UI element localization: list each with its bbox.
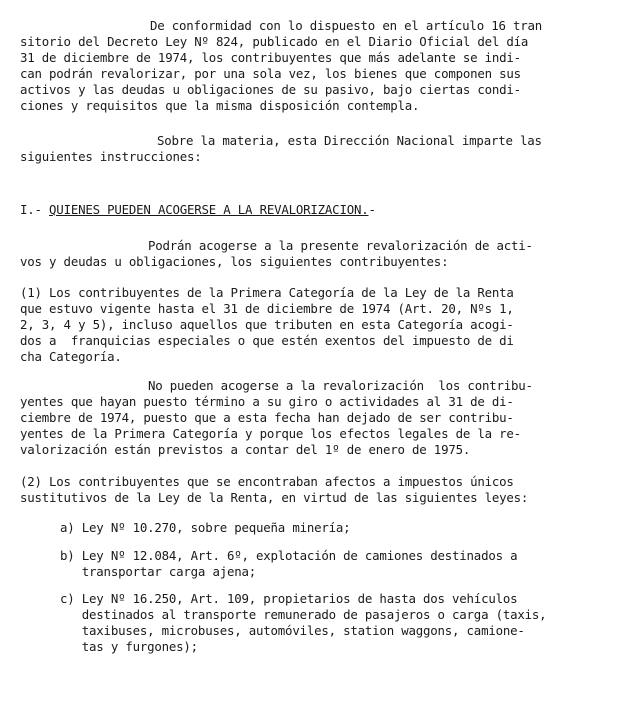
intro-line-2: sitorio del Decreto Ley Nº 824, publicado en el Diario Oficial del día [20, 34, 529, 49]
item2-line-2: sustitutivos de la Ley de la Renta, en virtud de las siguientes leyes: [20, 490, 529, 505]
law-c-line-1: c) Ley Nº 16.250, Art. 109, propietarios de hasta dos vehículos [60, 591, 518, 606]
section-intro-line-1: Podrán acogerse a la presente revalorización de acti- [148, 238, 533, 253]
exclusion-line-3: ciembre de 1974, puesto que a esta fecha han dejado de ser contribu- [20, 410, 514, 425]
item1-line-3: 2, 3, 4 y 5), incluso aquellos que tributen en esta Categoría acogi- [20, 317, 514, 332]
instructions-line-2: siguientes instrucciones: [20, 149, 202, 164]
exclusion-line-2: yentes que hayan puesto término a su giro o actividades al 31 de di- [20, 394, 514, 409]
law-a-line-1: a) Ley Nº 10.270, sobre pequeña minería; [60, 520, 351, 535]
section-title-suffix: - [368, 202, 376, 217]
section-number: I.- [20, 202, 42, 217]
law-b-line-1: b) Ley Nº 12.084, Art. 6º, explotación de camiones destinados a [60, 548, 518, 563]
item1-line-2: que estuvo vigente hasta el 31 de diciembre de 1974 (Art. 20, Nºs 1, [20, 301, 514, 316]
section-title: QUIENES PUEDEN ACOGERSE A LA REVALORIZACION. [49, 202, 369, 217]
intro-line-5: activos y las deudas u obligaciones de su pasivo, bajo ciertas condi- [20, 82, 521, 97]
section-intro-line-2: vos y deudas u obligaciones, los siguientes contribuyentes: [20, 254, 449, 269]
law-c-line-4: tas y furgones); [60, 639, 198, 654]
intro-line-4: can podrán revalorizar, por una sola vez, los bienes que componen sus [20, 66, 521, 81]
law-b-line-2: transportar carga ajena; [60, 564, 257, 579]
instructions-line-1: Sobre la materia, esta Dirección Nacional imparte las [157, 133, 542, 148]
item1-line-5: cha Categoría. [20, 349, 122, 364]
intro-line-1: De conformidad con lo dispuesto en el artículo 16 tran [150, 18, 543, 33]
exclusion-line-4: yentes de la Primera Categoría y porque los efectos legales de la re- [20, 426, 521, 441]
intro-line-3: 31 de diciembre de 1974, los contribuyentes que más adelante se indi- [20, 50, 521, 65]
item1-line-1: (1) Los contribuyentes de la Primera Categoría de la Ley de la Renta [20, 285, 514, 300]
law-c-line-2: destinados al transporte remunerado de pasajeros o carga (taxis, [60, 607, 547, 622]
exclusion-line-1: No pueden acogerse a la revalorización los contribu- [148, 378, 533, 393]
item2-line-1: (2) Los contribuyentes que se encontraban afectos a impuestos únicos [20, 474, 514, 489]
law-c-line-3: taxibuses, microbuses, automóviles, station waggons, camione- [60, 623, 525, 638]
exclusion-line-5: valorización están previstos a contar del 1º de enero de 1975. [20, 442, 471, 457]
section-heading [20, 202, 376, 218]
intro-line-6: ciones y requisitos que la misma disposición contempla. [20, 98, 420, 113]
item1-line-4: dos a franquicias especiales o que estén exentos del impuesto de di [20, 333, 514, 348]
